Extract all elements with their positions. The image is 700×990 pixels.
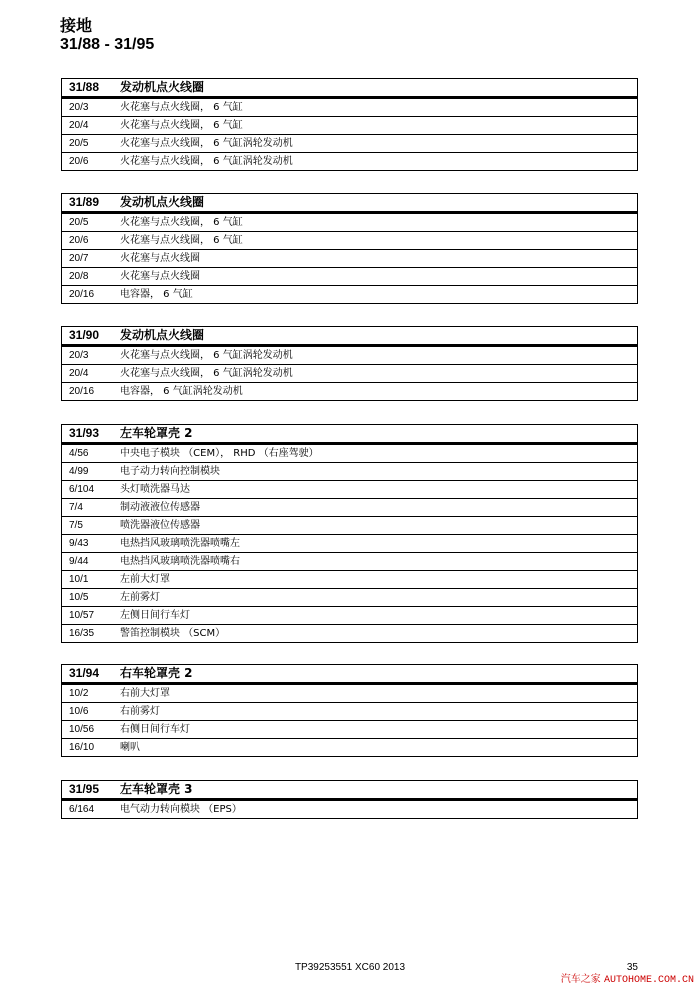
watermark-domain: AUTOHOME.COM.CN xyxy=(603,975,694,986)
pin-cell: 20/3 xyxy=(62,346,114,365)
description-cell: 火花塞与点火线圈 xyxy=(113,250,638,268)
table-row xyxy=(62,607,638,625)
ground-point-code: 31/95 xyxy=(62,781,114,800)
pin-cell: 10/57 xyxy=(62,607,114,625)
description-cell: 喷洗器液位传感器 xyxy=(113,517,638,535)
table-row xyxy=(62,703,638,721)
ground-table-31-88 xyxy=(61,78,638,171)
description-cell: 警笛控制模块 （SCM） xyxy=(113,625,638,643)
pin-cell: 10/5 xyxy=(62,589,114,607)
pin-cell: 6/164 xyxy=(62,800,114,819)
pin-cell: 20/5 xyxy=(62,135,114,153)
table-row xyxy=(62,463,638,481)
table-row xyxy=(62,286,638,304)
pin-cell: 20/4 xyxy=(62,365,114,383)
description-cell: 电容器， 6 气缸涡轮发动机 xyxy=(113,383,638,401)
description-cell: 电气动力转向模块 （EPS） xyxy=(113,800,638,819)
table-row xyxy=(62,365,638,383)
ground-point-name: 左车轮罩壳 3 xyxy=(113,781,638,800)
watermark-brand: 汽车之家 xyxy=(560,974,601,985)
pin-cell: 20/5 xyxy=(62,213,114,232)
pin-cell: 20/16 xyxy=(62,383,114,401)
description-cell: 左前大灯罩 xyxy=(113,571,638,589)
ground-point-name: 左车轮罩壳 2 xyxy=(113,425,638,444)
description-cell: 电子动力转向控制模块 xyxy=(113,463,638,481)
pin-cell: 4/99 xyxy=(62,463,114,481)
table-header-row xyxy=(62,425,638,444)
table-row xyxy=(62,625,638,643)
table-row xyxy=(62,721,638,739)
description-cell: 右前大灯罩 xyxy=(113,684,638,703)
description-cell: 火花塞与点火线圈， 6 气缸 xyxy=(113,117,638,135)
ground-point-name: 发动机点火线圈 xyxy=(113,194,638,213)
pin-cell: 4/56 xyxy=(62,444,114,463)
description-cell: 制动液液位传感器 xyxy=(113,499,638,517)
pin-cell: 9/44 xyxy=(62,553,114,571)
table-row xyxy=(62,589,638,607)
table-row xyxy=(62,153,638,171)
description-cell: 电容器， 6 气缸 xyxy=(113,286,638,304)
table-row xyxy=(62,535,638,553)
description-cell: 火花塞与点火线圈， 6 气缸 xyxy=(113,98,638,117)
ground-table-31-90 xyxy=(61,326,638,401)
ground-point-name: 发动机点火线圈 xyxy=(113,327,638,346)
description-cell: 中央电子模块 （CEM）， RHD （右座驾驶） xyxy=(113,444,638,463)
ground-table-31-95 xyxy=(61,780,638,819)
pin-cell: 10/1 xyxy=(62,571,114,589)
table-row xyxy=(62,800,638,819)
table-row xyxy=(62,444,638,463)
table-row xyxy=(62,268,638,286)
table-header-row xyxy=(62,194,638,213)
pin-cell: 20/7 xyxy=(62,250,114,268)
table-row xyxy=(62,213,638,232)
table-row xyxy=(62,98,638,117)
pin-cell: 10/6 xyxy=(62,703,114,721)
ground-point-name: 发动机点火线圈 xyxy=(113,79,638,98)
page-number: 35 xyxy=(626,962,638,973)
pin-cell: 20/3 xyxy=(62,98,114,117)
pin-cell: 7/5 xyxy=(62,517,114,535)
description-cell: 电热挡风玻璃喷洗器喷嘴左 xyxy=(113,535,638,553)
pin-cell: 20/8 xyxy=(62,268,114,286)
ground-point-code: 31/94 xyxy=(62,665,114,684)
pin-cell: 20/6 xyxy=(62,232,114,250)
description-cell: 火花塞与点火线圈， 6 气缸涡轮发动机 xyxy=(113,135,638,153)
table-row xyxy=(62,499,638,517)
description-cell: 喇叭 xyxy=(113,739,638,757)
page-heading xyxy=(60,16,154,54)
pin-cell: 16/10 xyxy=(62,739,114,757)
table-row xyxy=(62,684,638,703)
table-header-row xyxy=(62,665,638,684)
table-row xyxy=(62,232,638,250)
ground-point-code: 31/89 xyxy=(62,194,114,213)
description-cell: 右前雾灯 xyxy=(113,703,638,721)
pin-cell: 9/43 xyxy=(62,535,114,553)
ground-point-code: 31/90 xyxy=(62,327,114,346)
table-row xyxy=(62,383,638,401)
ground-point-name: 右车轮罩壳 2 xyxy=(113,665,638,684)
pin-cell: 20/6 xyxy=(62,153,114,171)
table-row xyxy=(62,117,638,135)
pin-cell: 20/16 xyxy=(62,286,114,304)
description-cell: 火花塞与点火线圈， 6 气缸涡轮发动机 xyxy=(113,346,638,365)
ground-point-code: 31/93 xyxy=(62,425,114,444)
description-cell: 左前雾灯 xyxy=(113,589,638,607)
table-row xyxy=(62,517,638,535)
pin-cell: 7/4 xyxy=(62,499,114,517)
page-title: 接地 xyxy=(60,16,93,35)
description-cell: 火花塞与点火线圈， 6 气缸涡轮发动机 xyxy=(113,153,638,171)
pin-cell: 16/35 xyxy=(62,625,114,643)
table-header-row xyxy=(62,781,638,800)
ground-table-31-93 xyxy=(61,424,638,643)
description-cell: 电热挡风玻璃喷洗器喷嘴右 xyxy=(113,553,638,571)
pin-cell: 10/56 xyxy=(62,721,114,739)
table-row xyxy=(62,739,638,757)
table-row xyxy=(62,346,638,365)
table-header-row xyxy=(62,79,638,98)
ground-table-31-89 xyxy=(61,193,638,304)
description-cell: 左侧日间行车灯 xyxy=(113,607,638,625)
description-cell: 火花塞与点火线圈， 6 气缸涡轮发动机 xyxy=(113,365,638,383)
ground-table-31-94 xyxy=(61,664,638,757)
watermark xyxy=(561,970,694,986)
ground-point-code: 31/88 xyxy=(62,79,114,98)
table-row xyxy=(62,250,638,268)
pin-cell: 10/2 xyxy=(62,684,114,703)
page-range: 31/88 - 31/95 xyxy=(60,36,155,53)
description-cell: 头灯喷洗器马达 xyxy=(113,481,638,499)
pin-cell: 20/4 xyxy=(62,117,114,135)
table-row xyxy=(62,135,638,153)
table-row xyxy=(62,553,638,571)
pin-cell: 6/104 xyxy=(62,481,114,499)
description-cell: 右侧日间行车灯 xyxy=(113,721,638,739)
table-row xyxy=(62,571,638,589)
description-cell: 火花塞与点火线圈， 6 气缸 xyxy=(113,232,638,250)
table-header-row xyxy=(62,327,638,346)
document-id: TP39253551 XC60 2013 xyxy=(294,962,406,973)
table-row xyxy=(62,481,638,499)
description-cell: 火花塞与点火线圈， 6 气缸 xyxy=(113,213,638,232)
description-cell: 火花塞与点火线圈 xyxy=(113,268,638,286)
